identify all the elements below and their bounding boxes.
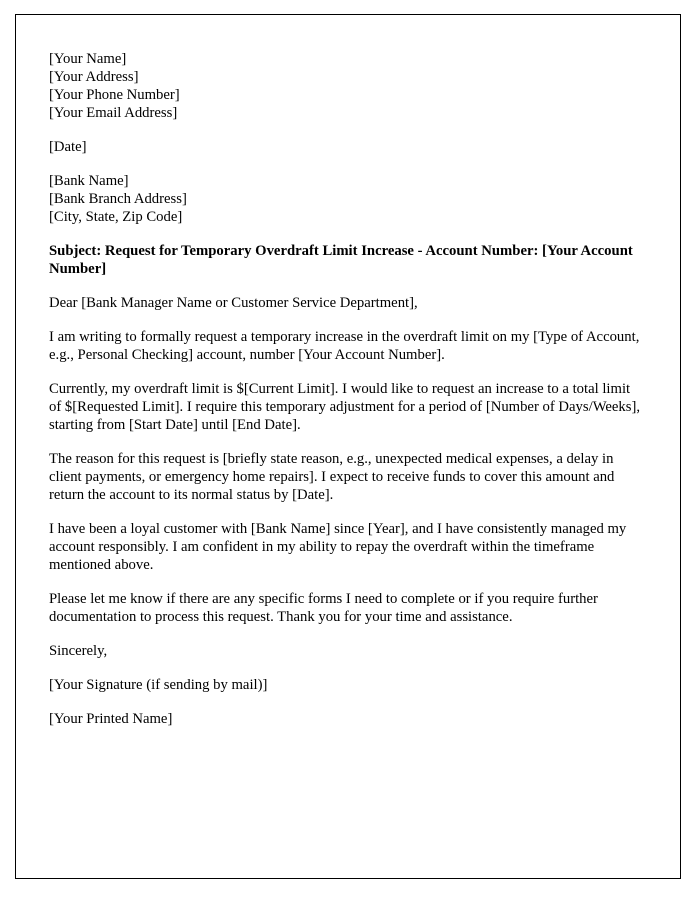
closing: Sincerely, [49, 643, 108, 659]
paragraph-limits: Currently, my overdraft limit is $[Current Limit]. I would like to request an increase to a total limit of $[Requested Limit]. I require this temporary adjustment for a period of [Number of Days/Weeks], starting from [Start Date] until [End Date]. [49, 381, 641, 433]
salutation: Dear [Bank Manager Name or Customer Service Department], [49, 295, 418, 311]
sender-address: [Your Address] [49, 69, 139, 85]
printed-name: [Your Printed Name] [49, 711, 173, 727]
paragraph-request: I am writing to formally request a temporary increase in the overdraft limit on my [Type of Account, e.g., Personal Checking] account, number [Your Account Number]. [49, 329, 640, 363]
paragraph-reason: The reason for this request is [briefly state reason, e.g., unexpected medical expenses, a delay in client payments, or emergency home repairs]. I expect to receive funds to cover this amount and return the account to its normal status by [Date]. [49, 451, 615, 503]
paragraph-forms: Please let me know if there are any specific forms I need to complete or if you require further documentation to process this request. Thank you for your time and assistance. [49, 591, 598, 625]
letter-date: [Date] [49, 139, 87, 155]
sender-address-block [49, 50, 644, 122]
bank-name: [Bank Name] [49, 173, 129, 189]
paragraph-loyalty: I have been a loyal customer with [Bank Name] since [Year], and I have consistently managed my account responsibly. I am confident in my ability to repay the overdraft within the timeframe mentioned above. [49, 521, 627, 573]
bank-city-state-zip: [City, State, Zip Code] [49, 209, 183, 225]
bank-branch-address: [Bank Branch Address] [49, 191, 187, 207]
sender-name: [Your Name] [49, 51, 127, 67]
sender-phone: [Your Phone Number] [49, 87, 180, 103]
letter-document [15, 14, 681, 879]
date-block [49, 138, 644, 156]
subject-line: Subject: Request for Temporary Overdraft Limit Increase - Account Number: [Your Account Number] [49, 243, 633, 277]
signature-line: [Your Signature (if sending by mail)] [49, 677, 268, 693]
sender-email: [Your Email Address] [49, 105, 178, 121]
recipient-address-block [49, 172, 644, 226]
